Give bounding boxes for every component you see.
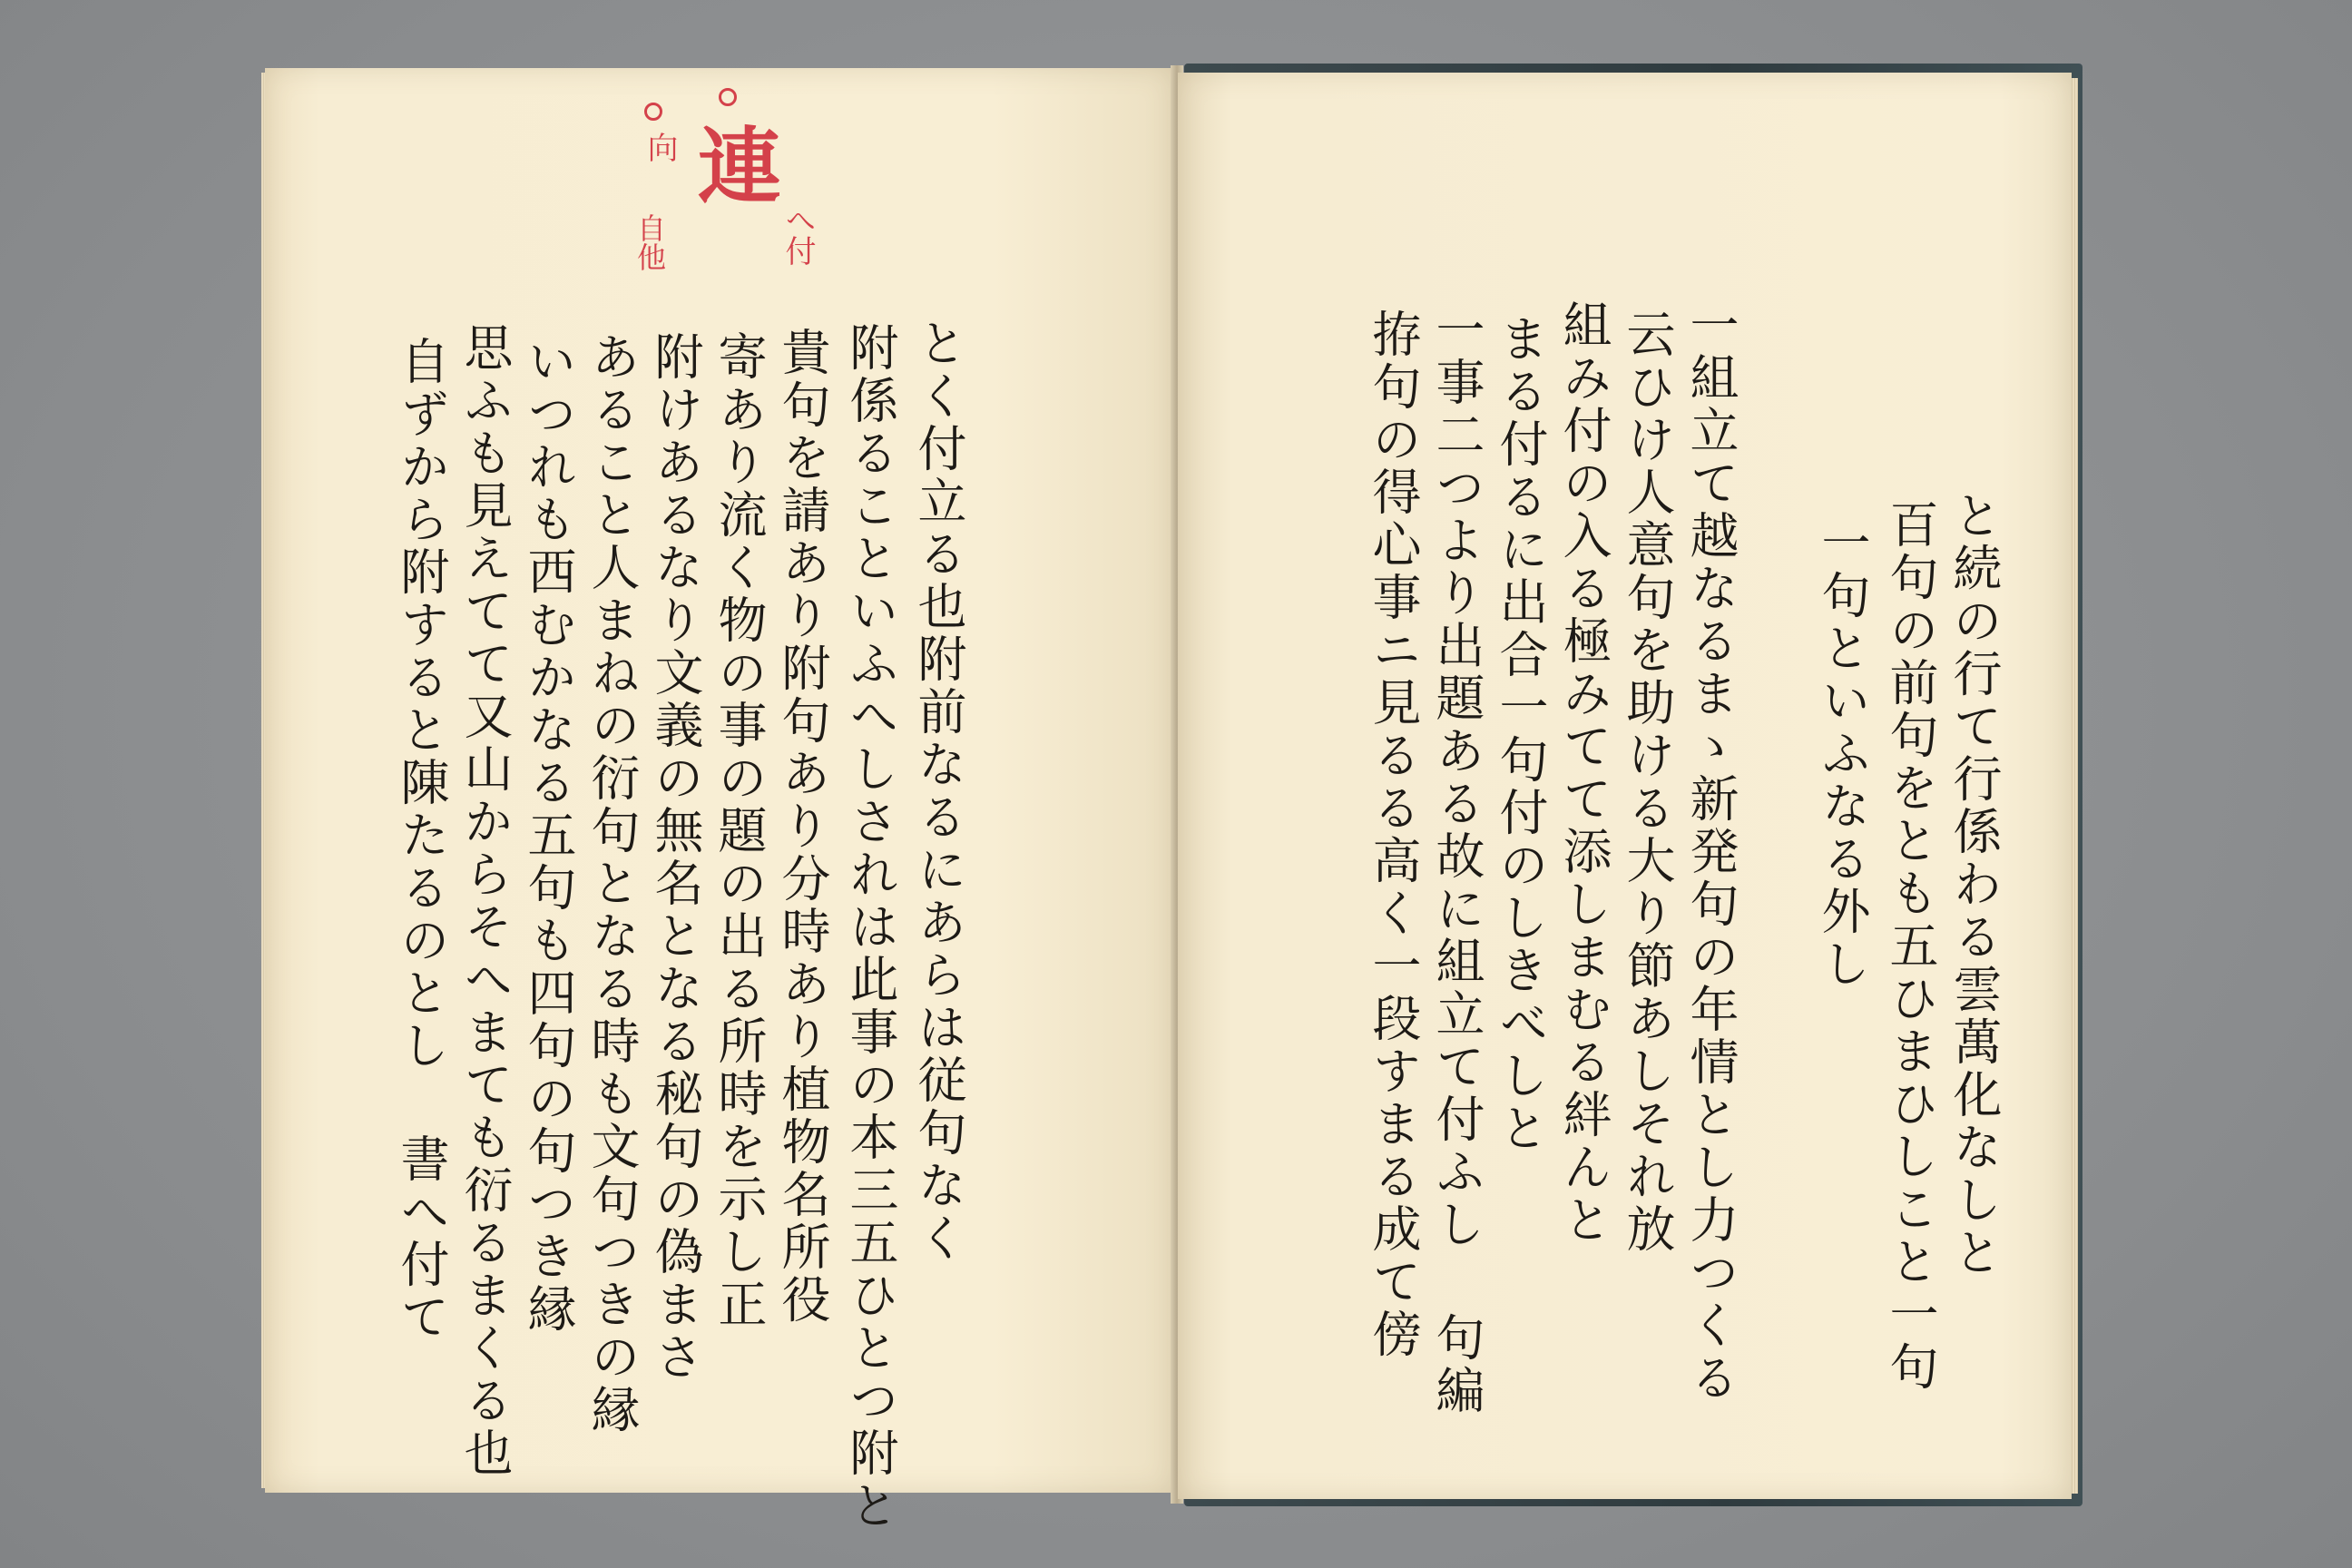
text-column: 思ふも見えてて又山からそへまても衍るまくる也 <box>456 322 514 1480</box>
red-annotation-main: 連 <box>684 122 782 206</box>
text-column: とく付立る也附前なるにあらは従句なく <box>910 318 967 1265</box>
text-column: 寄あり流く物の事の題の出る所時を示し正 <box>710 331 768 1331</box>
red-annotation-small: 向 <box>642 132 678 162</box>
text-column: 拵句の得心事ニ見るる高く一段すまる成て傍 <box>1365 309 1422 1361</box>
text-column: 附けあるなり文義の無名となる秘句の偽まさ <box>647 331 704 1384</box>
text-column: 百句の前句をとも五ひまひしこと一句 <box>1882 499 1939 1394</box>
text-column: 一事二つより出題ある故に組立て付ふし 句編 <box>1428 304 1485 1417</box>
text-column: と続の行て行係わる雲萬化なしと <box>1945 490 2003 1279</box>
text-column: 一句といふなる外し <box>1814 517 1871 991</box>
red-annotation-side: へ付 <box>779 204 816 266</box>
red-annotation-small: 自他 <box>632 213 667 271</box>
text-column: 云ひけ人意句を助ける大り節あしそれ放 <box>1619 309 1676 1256</box>
text-column: まる付るに出合一句付のしきべしと <box>1492 313 1549 1155</box>
red-circle-mark <box>644 103 662 121</box>
text-column: 自ずから附すると陳たるのとし 書へ付て <box>393 336 450 1344</box>
left-page <box>265 68 1172 1533</box>
text-column: 附係ることいふへしされは此事の本三五ひとつ附と <box>842 322 899 1533</box>
red-circle-mark <box>719 88 737 106</box>
right-page <box>1178 73 2072 1499</box>
text-column: いつれも西むかなる五句も四句の句つき縁 <box>520 336 577 1336</box>
text-column: 一組立て越なるまゝ新発句の年情とし力つくる <box>1682 299 1740 1405</box>
text-column: 貴句を請あり附句あり分時あり植物名所役 <box>774 327 831 1327</box>
text-column: あること人まねの衍句となる時も文句つきの縁 <box>583 331 641 1436</box>
text-column: 組み付の入る極みてて添しまむる絆んと <box>1555 299 1612 1247</box>
